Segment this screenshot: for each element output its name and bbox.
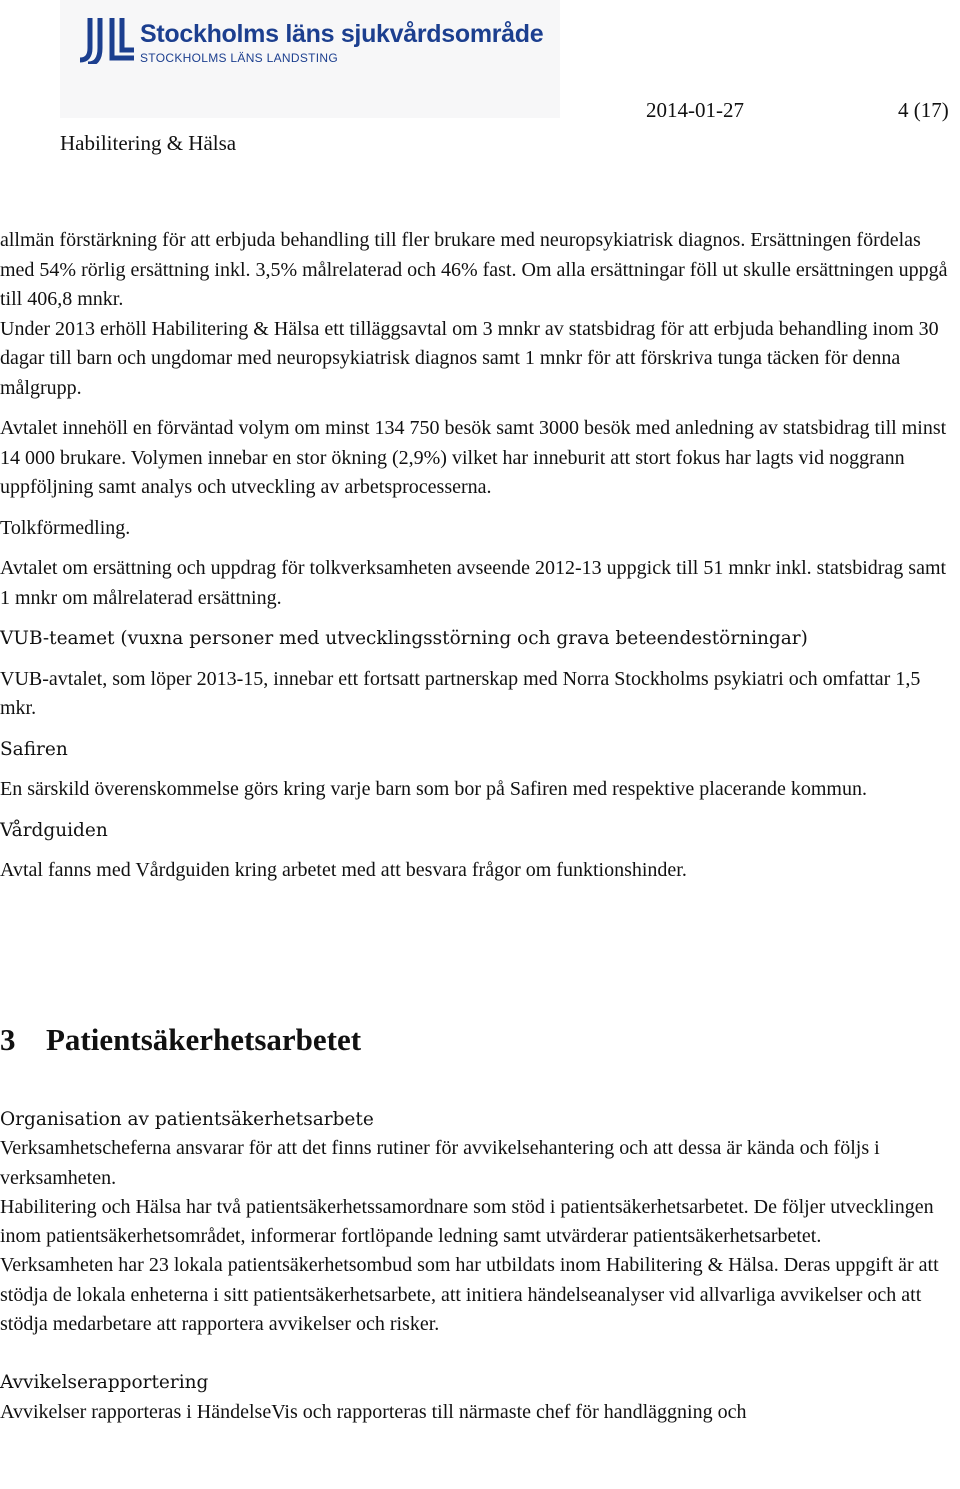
- paragraph: Avtal fanns med Vårdguiden kring arbetet med att besvara frågor om funktionshinder.: [0, 859, 687, 881]
- header-page-number: 4 (17): [898, 98, 949, 122]
- paragraph: Verksamhetscheferna ansvarar för att det finns rutiner för avvikelsehantering och att dessa är kända och följs i verksamheten.: [0, 1137, 880, 1189]
- subheading-avvikelserapportering: Avvikelserapportering: [0, 1372, 209, 1394]
- logo-subtitle: STOCKHOLMS LÄNS LANDSTING: [140, 51, 338, 65]
- section-number: 3: [0, 1022, 16, 1057]
- paragraph: Verksamheten har 23 lokala patientsäkerhetsombud som har utbildats inom Habilitering & Hälsa. Deras uppgift är att stödja de lokala enheterna i sitt patientsäkerhetsarbete, att initiera händelseanalyser vid allvarliga avvikelser och att stödja medarbetare att rapportera avvikelser och risker.: [0, 1254, 939, 1336]
- paragraph: Avtalet om ersättning och uppdrag för tolkverksamheten avseende 2012-13 uppgick till 51 mnkr inkl. statsbidrag samt 1 mnkr om målrelaterad ersättning.: [0, 557, 947, 609]
- paragraph: Habilitering och Hälsa har två patientsäkerhetssamordnare som stöd i patientsäkerhetsarbetet. De följer utvecklingen inom patientsäkerhetsområdet, informerar fortlöpande ledning samt utvärderar patientsäkerhetsarbetet.: [0, 1195, 934, 1248]
- subheading-vardguiden: Vårdguiden: [0, 819, 108, 841]
- subheading-tolkformedling: Tolkförmedling.: [0, 516, 131, 539]
- paragraph: Avtalet innehöll en förväntad volym om minst 134 750 besök samt 3000 besök med anledning av statsbidrag till minst 14 000 brukare. Volymen innebar en stor ökning (2,9%) vilket har inneburit att stort fokus har lagts vid noggrann uppföljning samt analys och utveckling av arbetsprocesserna.: [0, 417, 947, 498]
- landsting-logo-icon: [80, 18, 134, 64]
- logo-title: Stockholms läns sjukvårdsområde: [140, 20, 544, 48]
- section-title: Patientsäkerhetsarbetet: [46, 1022, 362, 1057]
- subheading-vub-teamet: VUB-teamet (vuxna personer med utvecklingsstörning och grava beteendestörningar): [0, 628, 808, 649]
- subheading-safiren: Safiren: [0, 738, 68, 760]
- document-body: [0, 226, 960, 886]
- paragraph: Under 2013 erhöll Habilitering & Hälsa ett tilläggsavtal om 3 mnkr av statsbidrag för att erbjuda behandling inom 30 dagar till barn och ungdomar med neuropsykiatrisk diagnos samt 1 mnkr för att förskriva tunga täcken för denna målgrupp.: [0, 317, 939, 399]
- section-body: [0, 1105, 960, 1427]
- header-unit: Habilitering & Hälsa: [60, 131, 237, 155]
- paragraph: VUB-avtalet, som löper 2013-15, innebar ett fortsatt partnerskap med Norra Stockholms psykiatri och omfattar 1,5 mkr.: [0, 667, 921, 719]
- paragraph: Avvikelser rapporteras i HändelseVis och rapporteras till närmaste chef för handläggning och: [0, 1400, 747, 1423]
- paragraph: En särskild överenskommelse görs kring varje barn som bor på Safiren med respektive placerande kommun.: [0, 778, 867, 800]
- subheading-organisation: Organisation av patientsäkerhetsarbete: [0, 1109, 374, 1130]
- paragraph: allmän förstärkning för att erbjuda behandling till fler brukare med neuropsykiatrisk diagnos. Ersättningen fördelas med 54% rörlig ersättning inkl. 3,5% målrelaterad och 46% fast. Om alla ersättningar föll ut skulle ersättningen uppgå till 406,8 mnkr.: [0, 229, 948, 310]
- organization-logo: [60, 0, 560, 118]
- section-heading: [0, 1022, 361, 1058]
- header-date: 2014-01-27: [646, 98, 744, 122]
